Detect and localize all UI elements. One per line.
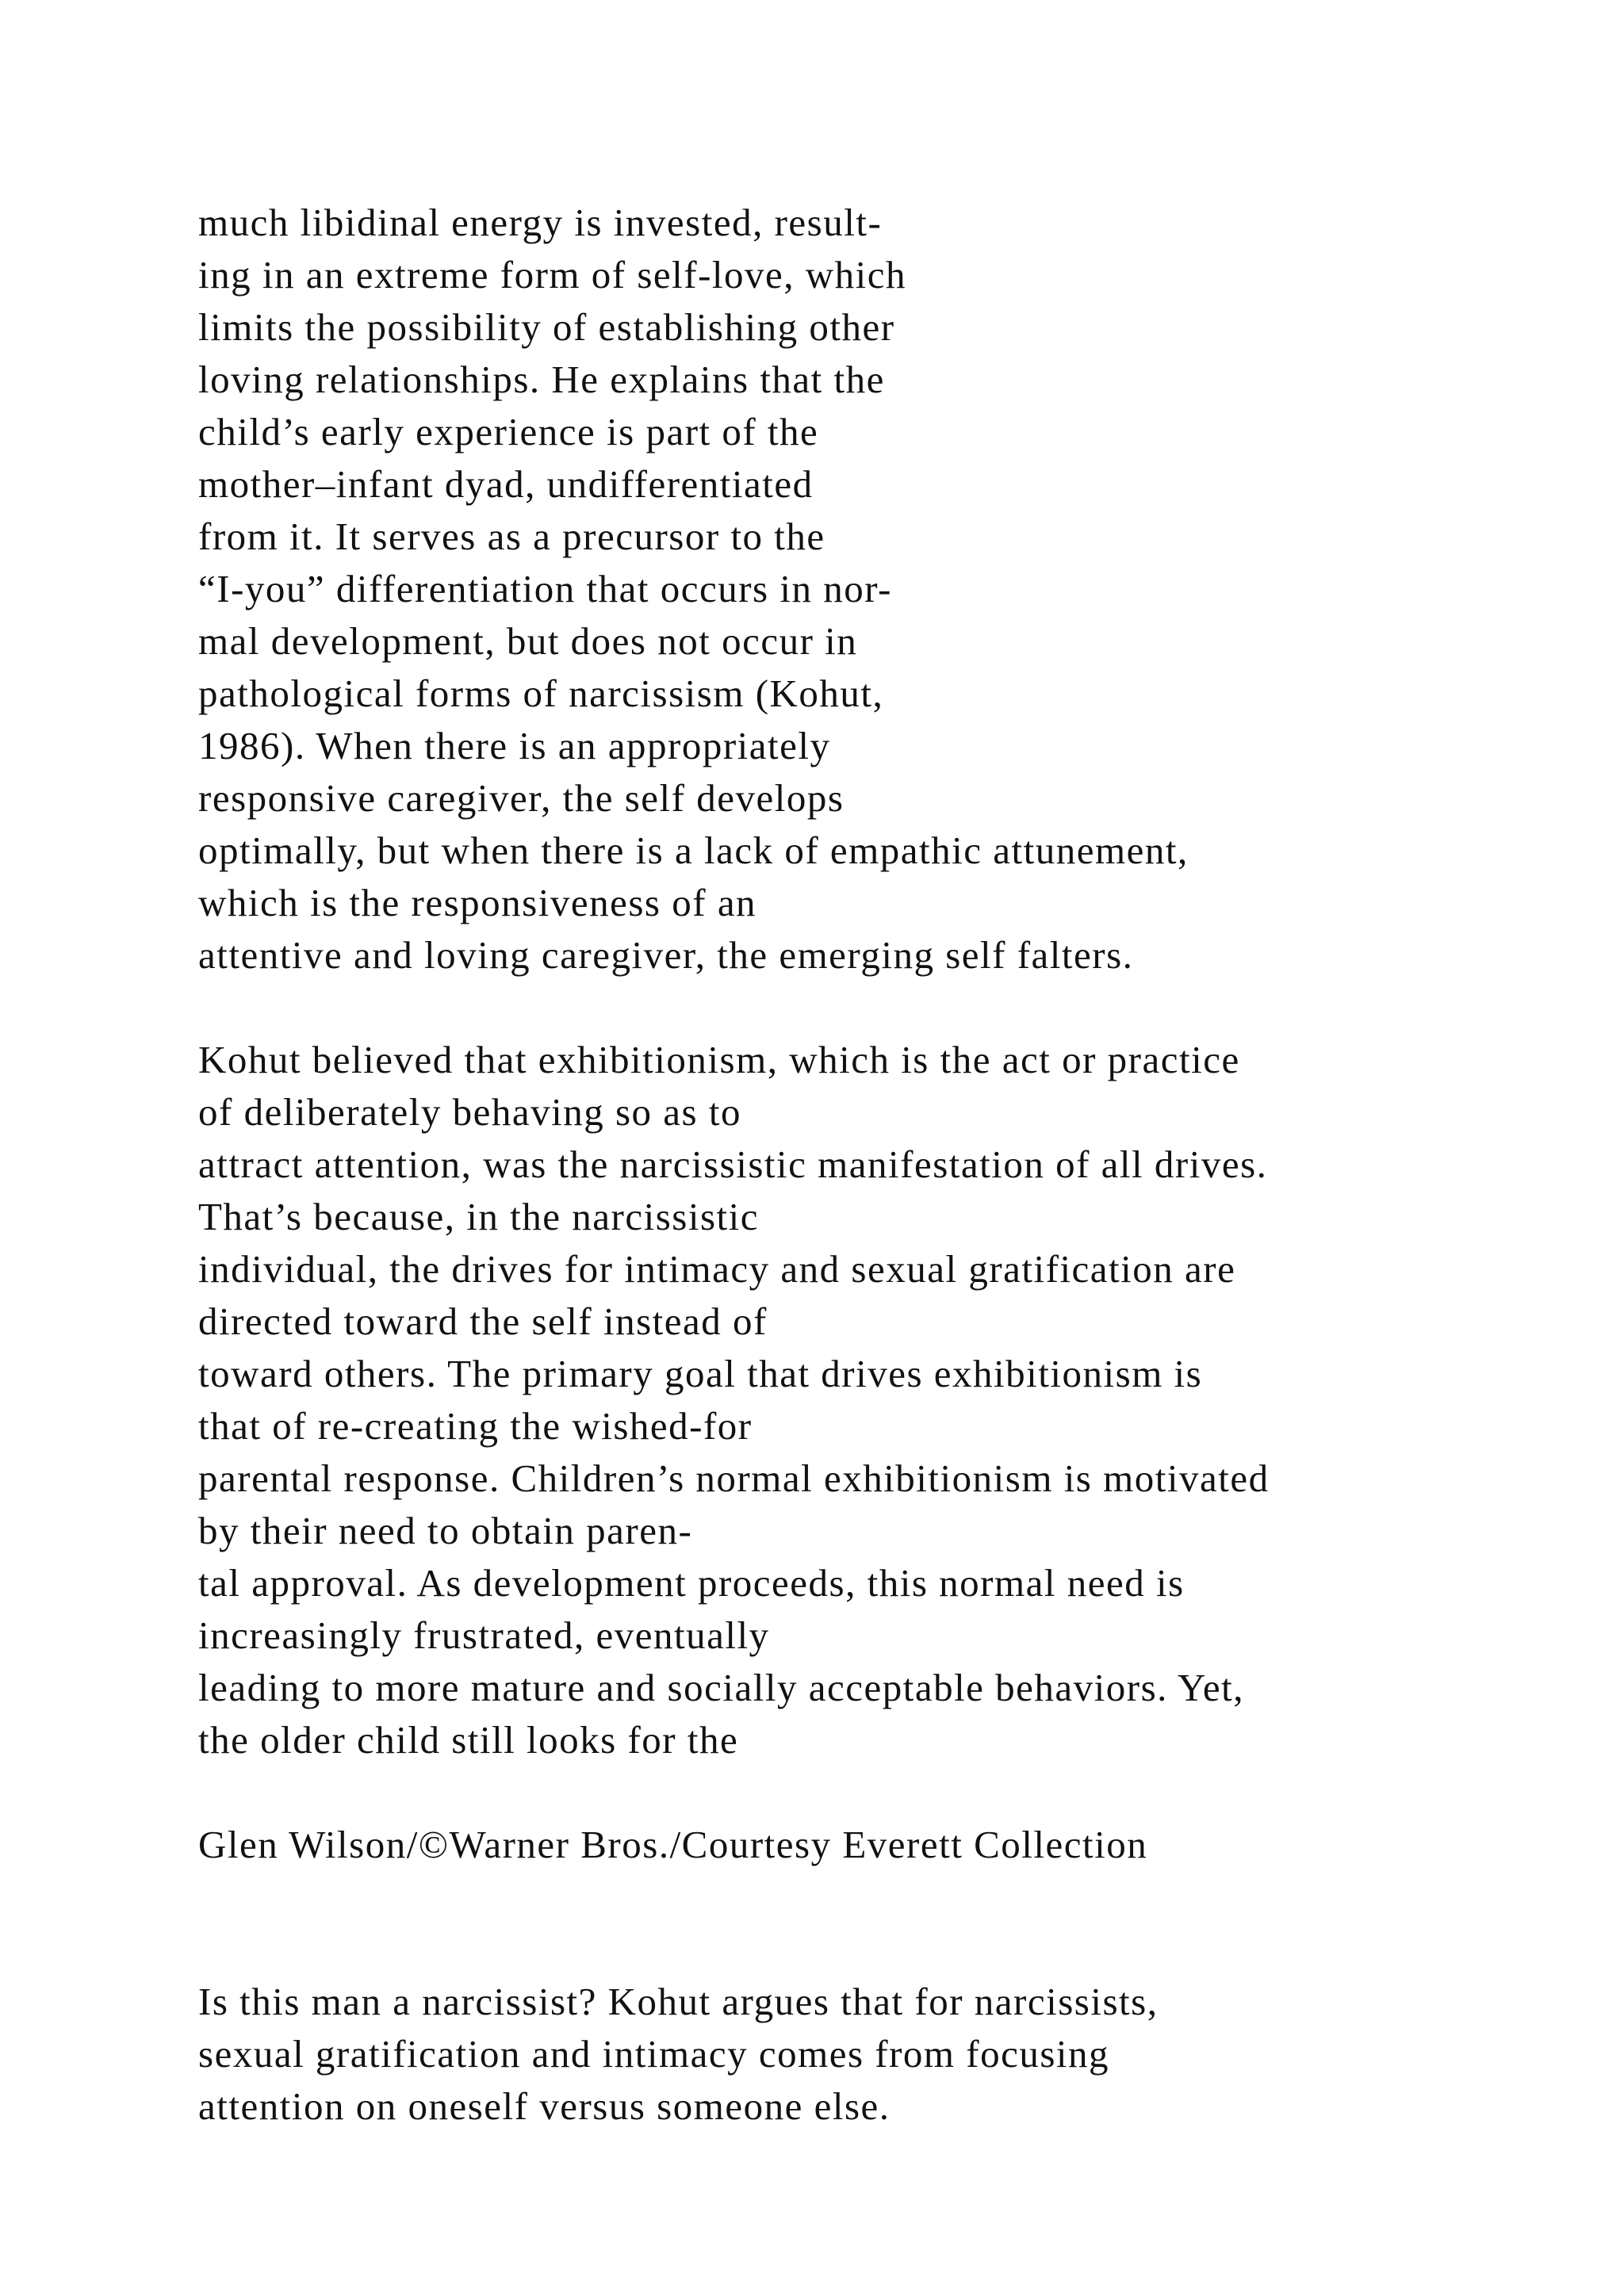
text-line: from it. It serves as a precursor to the — [198, 515, 825, 558]
caption-line: Is this man a narcissist? Kohut argues that for narcissists, — [198, 1980, 1159, 2023]
body-paragraph-2 — [198, 1034, 1618, 1766]
text-line: responsive caregiver, the self develops — [198, 776, 845, 820]
text-line: increasingly frustrated, eventually — [198, 1613, 770, 1657]
text-line: parental response. Children’s normal exhibitionism is motivated — [198, 1456, 1270, 1500]
text-line: Kohut believed that exhibitionism, which is the act or practice — [198, 1038, 1240, 1081]
photo-caption — [198, 1976, 1618, 2133]
caption-line: attention on oneself versus someone else. — [198, 2084, 891, 2128]
text-line: individual, the drives for intimacy and sexual gratification are — [198, 1247, 1236, 1291]
photo-credit — [198, 1819, 1618, 1871]
text-line: child’s early experience is part of the — [198, 410, 819, 453]
text-line: much libidinal energy is invested, result- — [198, 201, 883, 244]
text-line: of deliberately behaving so as to — [198, 1090, 741, 1134]
text-line: loving relationships. He explains that the — [198, 358, 885, 401]
text-line: pathological forms of narcissism (Kohut, — [198, 672, 884, 715]
text-line: by their need to obtain paren- — [198, 1509, 693, 1552]
text-line: leading to more mature and socially acceptable behaviors. Yet, — [198, 1666, 1244, 1709]
text-line: the older child still looks for the — [198, 1718, 739, 1762]
text-line: attentive and loving caregiver, the emerging self falters. — [198, 933, 1134, 977]
text-line: tal approval. As development proceeds, this normal need is — [198, 1561, 1185, 1605]
text-line: directed toward the self instead of — [198, 1299, 768, 1343]
text-line: which is the responsiveness of an — [198, 881, 757, 924]
text-line: optimally, but when there is a lack of empathic attunement, — [198, 828, 1189, 872]
text-line: mother–infant dyad, undifferentiated — [198, 462, 814, 506]
caption-line: sexual gratification and intimacy comes from focusing — [198, 2032, 1110, 2076]
body-paragraph-1 — [198, 197, 1618, 982]
text-line: that of re-creating the wished-for — [198, 1404, 753, 1448]
text-line: mal development, but does not occur in — [198, 619, 858, 663]
text-line: “I-you” differentiation that occurs in nor- — [198, 567, 892, 610]
text-line: That’s because, in the narcissistic — [198, 1195, 759, 1238]
credit-line: Glen Wilson/©Warner Bros./Courtesy Everett Collection — [198, 1823, 1148, 1866]
text-line: ing in an extreme form of self-love, which — [198, 253, 907, 297]
text-line: limits the possibility of establishing other — [198, 305, 895, 349]
text-line: 1986). When there is an appropriately — [198, 724, 831, 767]
text-line: attract attention, was the narcissistic manifestation of all drives. — [198, 1142, 1268, 1186]
text-line: toward others. The primary goal that drives exhibitionism is — [198, 1352, 1203, 1395]
